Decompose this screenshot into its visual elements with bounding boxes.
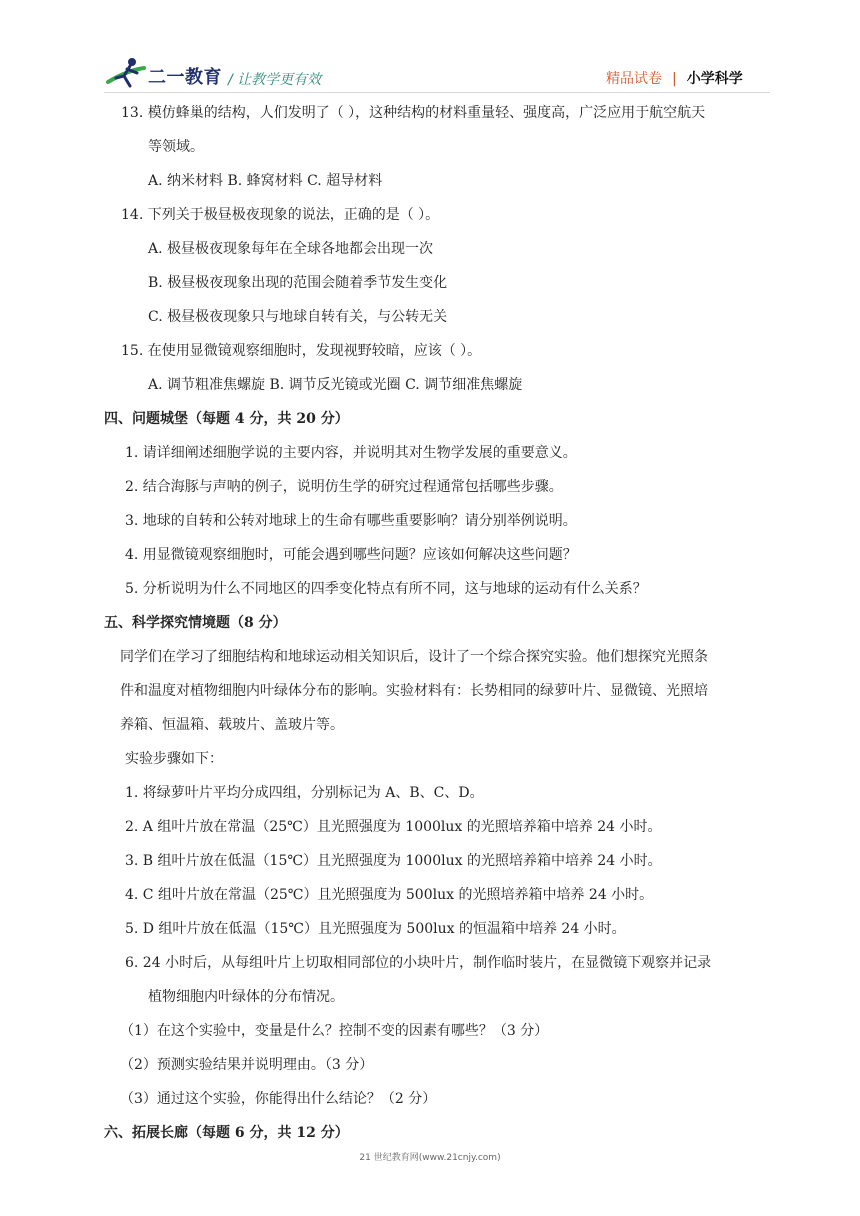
text-line: 等领域。 [148, 139, 204, 155]
text-line: 6. 24 小时后，从每组叶片上切取相同部位的小块叶片，制作临时装片，在显微镜下观察并记录 [125, 955, 712, 971]
text-line: A. 调节粗准焦螺旋 B. 调节反光镜或光圈 C. 调节细准焦螺旋 [148, 377, 523, 393]
logo-text: 二一教育 [148, 67, 222, 88]
page-footer: 21 世纪教育网(www.21cnjy.com) [359, 1153, 501, 1163]
text-line: 4. C 组叶片放在常温（25℃）且光照强度为 500lux 的光照培养箱中培养 24 小时。 [125, 887, 654, 903]
text-line: （3）通过这个实验，你能得出什么结论？（2 分） [120, 1091, 437, 1107]
tag-premium: 精品试卷 [606, 71, 662, 87]
text-line: 14. 下列关于极昼极夜现象的说法，正确的是（ ）。 [121, 207, 440, 223]
text-line: 同学们在学习了细胞结构和地球运动相关知识后，设计了一个综合探究实验。他们想探究光照条 [120, 649, 708, 665]
page-header [0, 0, 860, 100]
text-line: 5. D 组叶片放在低温（15℃）且光照强度为 500lux 的恒温箱中培养 24 小时。 [125, 921, 626, 937]
tag-separator: | [672, 71, 677, 87]
text-line: 2. 结合海豚与声呐的例子，说明仿生学的研究过程通常包括哪些步骤。 [125, 479, 563, 495]
text-line: 件和温度对植物细胞内叶绿体分布的影响。实验材料有：长势相同的绿萝叶片、显微镜、光照培 [120, 683, 708, 699]
header-divider [104, 92, 770, 93]
text-line: 1. 请详细阐述细胞学说的主要内容，并说明其对生物学发展的重要意义。 [125, 445, 577, 461]
text-line: （2）预测实验结果并说明理由。（3 分） [120, 1057, 374, 1073]
text-line: （1）在这个实验中，变量是什么？控制不变的因素有哪些？（3 分） [120, 1023, 549, 1039]
text-line: 4. 用显微镜观察细胞时，可能会遇到哪些问题？应该如何解决这些问题？ [125, 547, 577, 563]
text-line: 2. A 组叶片放在常温（25℃）且光照强度为 1000lux 的光照培养箱中培养 24 小时。 [125, 819, 662, 835]
slogan: / 让教学更有效 [228, 72, 322, 88]
text-line: 养箱、恒温箱、载玻片、盖玻片等。 [120, 717, 344, 733]
text-line: 植物细胞内叶绿体的分布情况。 [148, 989, 344, 1005]
text-line: A. 极昼极夜现象每年在全球各地都会出现一次 [148, 241, 434, 257]
section-heading: 四、问题城堡（每题 4 分，共 20 分） [104, 411, 349, 427]
text-line: 3. B 组叶片放在低温（15℃）且光照强度为 1000lux 的光照培养箱中培养 24 小时。 [125, 853, 662, 869]
text-line: 13. 模仿蜂巢的结构，人们发明了（ ），这种结构的材料重量轻、强度高，广泛应用于航空航天 [121, 105, 706, 121]
section-heading: 六、拓展长廊（每题 6 分，共 12 分） [104, 1125, 349, 1141]
text-line: C. 极昼极夜现象只与地球自转有关，与公转无关 [148, 309, 448, 325]
text-line: 3. 地球的自转和公转对地球上的生命有哪些重要影响？请分别举例说明。 [125, 513, 577, 529]
text-line: A. 纳米材料 B. 蜂窝材料 C. 超导材料 [148, 173, 383, 189]
text-line: B. 极昼极夜现象出现的范围会随着季节发生变化 [148, 275, 448, 291]
tag-subject: 小学科学 [686, 71, 743, 87]
text-line: 1. 将绿萝叶片平均分成四组，分别标记为 A、B、C、D。 [125, 785, 484, 801]
text-line: 实验步骤如下： [125, 751, 223, 767]
text-line: 5. 分析说明为什么不同地区的四季变化特点有所不同，这与地球的运动有什么关系？ [125, 581, 647, 597]
section-heading: 五、科学探究情境题（8 分） [104, 615, 287, 631]
text-line: 15. 在使用显微镜观察细胞时，发现视野较暗，应该（ ）。 [121, 343, 482, 359]
header-tags [606, 68, 743, 88]
